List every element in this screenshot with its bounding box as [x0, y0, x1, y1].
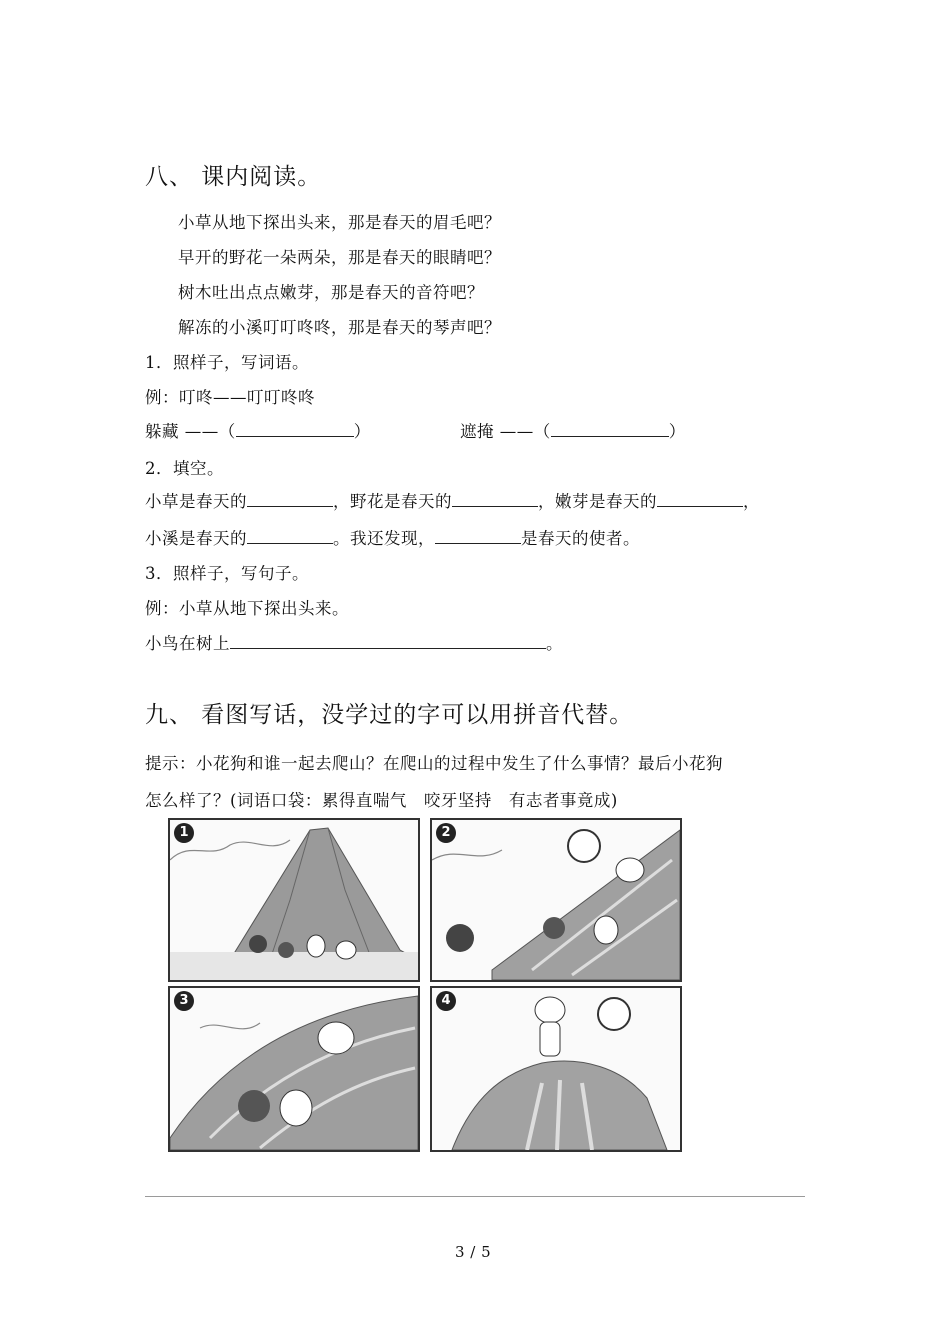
section8-title: 八、 课内阅读。: [145, 164, 322, 190]
answer-blank[interactable]: [452, 492, 538, 507]
q2-text: 。我还发现，: [333, 529, 435, 548]
answer-blank[interactable]: [230, 634, 546, 649]
mountain-slope-illustration: [432, 820, 680, 980]
poem-line-1: 小草从地下探出头来，那是春天的眉毛吧？: [178, 213, 501, 232]
poem-line-3: 树木吐出点点嫩芽，那是春天的音符吧？: [178, 283, 484, 302]
dog-icon: [318, 1022, 354, 1054]
sun-icon: [568, 830, 600, 862]
answer-blank[interactable]: [236, 422, 354, 437]
rabbit-icon: [307, 935, 325, 957]
sun-icon: [598, 998, 630, 1030]
story-panel-4: [430, 986, 682, 1152]
mountain-scene-illustration: [170, 820, 418, 980]
q1-item-2: [460, 418, 686, 442]
q2-text: ，: [743, 492, 760, 511]
page-number: 3 / 5: [455, 1243, 492, 1261]
q2-text: 小草是春天的: [145, 492, 247, 511]
hint-line-1: 提示：小花狗和谁一起去爬山？在爬山的过程中发生了什么事情？最后小花狗: [145, 754, 723, 773]
answer-blank[interactable]: [551, 422, 669, 437]
rabbit-icon: [280, 1090, 312, 1126]
q1-item-1: [145, 418, 371, 442]
q1-item-1-word: 躲藏 ——（: [145, 422, 236, 441]
story-panel-2: [430, 818, 682, 982]
poem-line-4: 解冻的小溪叮叮咚咚，那是春天的琴声吧？: [178, 318, 501, 337]
q3-title: 3．照样子，写句子。: [145, 564, 309, 583]
q2-text: 是春天的使者。: [521, 529, 640, 548]
cat-icon: [278, 942, 294, 958]
q3-prompt-line: [145, 630, 563, 654]
q1-item-2-close: ）: [668, 422, 686, 441]
answer-blank[interactable]: [657, 492, 743, 507]
section9-title: 九、 看图写话，没学过的字可以用拼音代替。: [145, 702, 634, 728]
panel-number-badge: 2: [436, 823, 456, 843]
q2-text: ，嫩芽是春天的: [538, 492, 657, 511]
hint-line-2: 怎么样了？(词语口袋：累得直喘气 咬牙坚持 有志者事竟成): [145, 791, 618, 810]
dog-icon: [535, 997, 565, 1023]
cat-icon: [543, 917, 565, 939]
q3-example: 例：小草从地下探出头来。: [145, 599, 349, 618]
dog-icon: [616, 858, 644, 882]
q3-prompt: 小鸟在树上: [145, 634, 230, 653]
answer-blank[interactable]: [247, 492, 333, 507]
rabbit-icon: [594, 916, 618, 944]
q1-title: 1．照样子，写词语。: [145, 353, 309, 372]
panel-number-badge: 4: [436, 991, 456, 1011]
q2-line-1: [145, 488, 760, 512]
q2-text: ，野花是春天的: [333, 492, 452, 511]
rooster-icon: [446, 924, 474, 952]
footer-divider: [145, 1196, 805, 1197]
cat-icon: [238, 1090, 270, 1122]
poem-line-2: 早开的野花一朵两朵，那是春天的眼睛吧？: [178, 248, 501, 267]
q1-item-1-close: ）: [353, 422, 371, 441]
summit-illustration: [432, 988, 680, 1150]
q1-example: 例：叮咚——叮叮咚咚: [145, 388, 315, 407]
rooster-icon: [249, 935, 267, 953]
q1-item-2-word: 遮掩 ——（: [460, 422, 551, 441]
q2-title: 2．填空。: [145, 459, 224, 478]
answer-blank[interactable]: [247, 529, 333, 544]
q2-line-2: [145, 525, 640, 549]
panel-number-badge: 1: [174, 823, 194, 843]
q2-text: 小溪是春天的: [145, 529, 247, 548]
dog-icon: [336, 941, 356, 959]
dog-body-icon: [540, 1022, 560, 1056]
story-panel-1: [168, 818, 420, 982]
answer-blank[interactable]: [435, 529, 521, 544]
steep-climb-illustration: [170, 988, 418, 1150]
story-panel-3: [168, 986, 420, 1152]
panel-number-badge: 3: [174, 991, 194, 1011]
q3-end: 。: [546, 634, 563, 653]
